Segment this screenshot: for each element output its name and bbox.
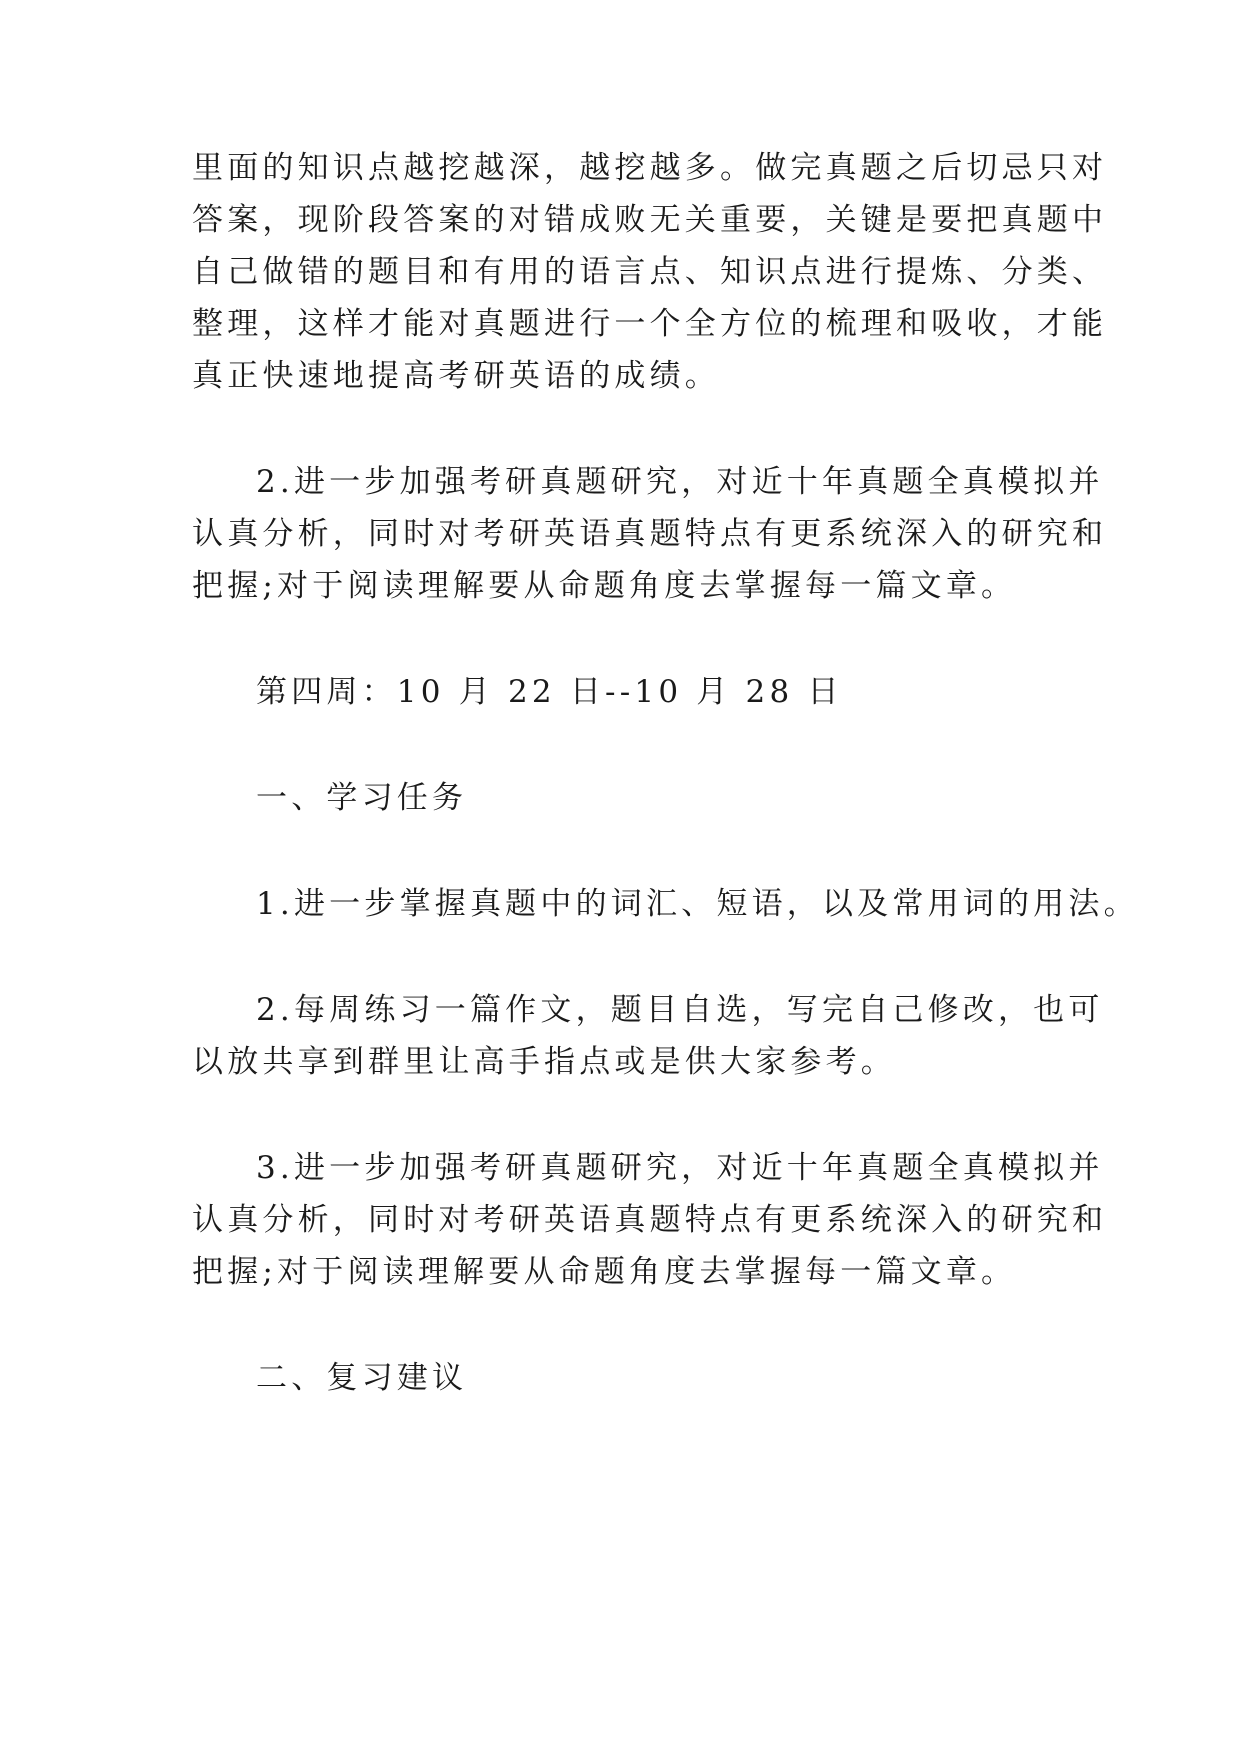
paragraph-line: 认真分析，同时对考研英语真题特点有更系统深入的研究和 xyxy=(192,1202,1108,1238)
paragraph-line: 自己做错的题目和有用的语言点、知识点进行提炼、分类、 xyxy=(192,254,1108,290)
paragraph-line: 1.进一步掌握真题中的词汇、短语，以及常用词的用法。 xyxy=(256,886,1139,922)
section-heading: 二、复习建议 xyxy=(256,1360,468,1396)
paragraph-line: 把握;对于阅读理解要从命题角度去掌握每一篇文章。 xyxy=(192,568,1017,604)
paragraph-line: 认真分析，同时对考研英语真题特点有更系统深入的研究和 xyxy=(192,516,1108,552)
paragraph-line: 3.进一步加强考研真题研究，对近十年真题全真模拟并 xyxy=(256,1150,1104,1186)
paragraph-line: 以放共享到群里让高手指点或是供大家参考。 xyxy=(192,1044,896,1080)
paragraph-line: 把握;对于阅读理解要从命题角度去掌握每一篇文章。 xyxy=(192,1254,1017,1290)
paragraph-line: 整理，这样才能对真题进行一个全方位的梳理和吸收，才能 xyxy=(192,306,1108,342)
paragraph-line: 真正快速地提高考研英语的成绩。 xyxy=(192,358,720,394)
paragraph-line: 里面的知识点越挖越深，越挖越多。做完真题之后切忌只对 xyxy=(192,150,1108,186)
section-heading: 一、学习任务 xyxy=(256,780,468,816)
paragraph-line: 答案，现阶段答案的对错成败无关重要，关键是要把真题中 xyxy=(192,202,1108,238)
week-heading: 第四周：10 月 22 日--10 月 28 日 xyxy=(256,674,843,710)
paragraph-line: 2.每周练习一篇作文，题目自选，写完自己修改，也可 xyxy=(256,992,1104,1028)
paragraph-line: 2.进一步加强考研真题研究，对近十年真题全真模拟并 xyxy=(256,464,1104,500)
